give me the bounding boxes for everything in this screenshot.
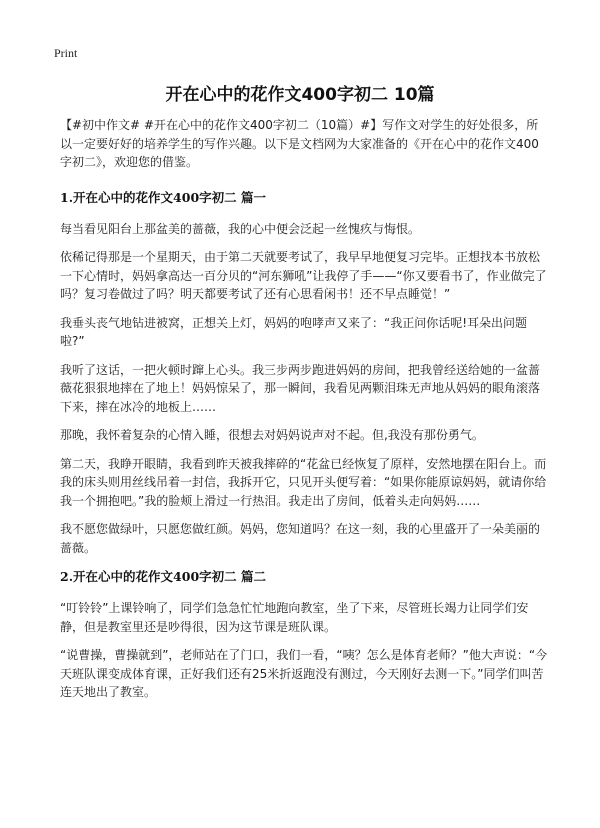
section-2-paragraph: “说曹操，曹操就到”，老师站在了门口，我们一看，“咦？怎么是体育老师？”他大声说：“今天班队课变成体育课，正好我们还有25米折返跑没有测过，今天刚好去测一下。”同学们叫苦连天地出了教室。	[60, 648, 548, 699]
section-2-paragraph: “叮铃铃”上课铃响了，同学们急急忙忙地跑向教室，坐了下来，尽管班长竭力让同学们安静，但是教室里还是吵得很，因为这节课是班队课。	[60, 601, 529, 634]
section-1-paragraph: 我听了这话，一把火顿时蹿上心头。我三步两步跑进妈妈的房间，把我曾经送给她的一盆蔷薇花狠狠地摔在了地上！妈妈惊呆了，那一瞬间，我看见两颗泪珠无声地从妈妈的眼角滚落下来，摔在冰冷的地板上……	[60, 362, 541, 414]
section-1-paragraph: 依稀记得那是一个星期天，由于第二天就要考试了，我早早地便复习完毕。正想找本书放松一下心情时，妈妈拿高达一百分贝的“河东狮吼”让我停了手——“你又要看书了，作业做完了吗？复习卷做过了吗？明天都要考试了还有心思看闲书！还不早点睡觉！”	[60, 250, 547, 301]
section-1-paragraph: 我垂头丧气地钻进被窝，正想关上灯，妈妈的咆哮声又来了：“我正问你话呢!耳朵出问题啦?”	[60, 315, 528, 348]
print-label: Print	[54, 46, 78, 60]
page-title: 开在心中的花作文400字初二 10篇	[165, 85, 435, 105]
section-heading-1: 1.开在心中的花作文400字初二 篇一	[60, 189, 266, 205]
section-1-paragraph: 每当看见阳台上那盆美的蔷薇，我的心中便会泛起一丝愧疚与悔恨。	[60, 221, 421, 236]
intro-paragraph: 【#初中作文# #开在心中的花作文400字初二（10篇）#】写作文对学生的好处很多，所以一定要好好的培养学生的写作兴趣。以下是文档网为大家准备的《开在心中的花作文400字初二》，欢迎您的借鉴。	[60, 118, 539, 169]
section-heading-2: 2.开在心中的花作文400字初二 篇二	[60, 569, 266, 584]
section-1-paragraph: 第二天，我睁开眼睛，我看到昨天被我摔碎的“花盆已经恢复了原样，安然地摆在阳台上。而我的床头则用丝线吊着一封信，我拆开它，只见开头便写着：“如果你能原谅妈妈，就请你给我一个拥抱吧。”我的脸颊上滑过一行热泪。我走出了房间，低着头走向妈妈……	[60, 456, 547, 508]
article-body	[60, 116, 548, 712]
section-1-paragraph: 那晚，我怀着复杂的心情入睡，很想去对妈妈说声对不起。但,我没有那份勇气。	[60, 428, 484, 442]
section-1-paragraph: 我不愿您做绿叶，只愿您做红颜。妈妈，您知道吗？在这一刻，我的心里盛开了一朵美丽的蔷薇。	[60, 522, 541, 555]
